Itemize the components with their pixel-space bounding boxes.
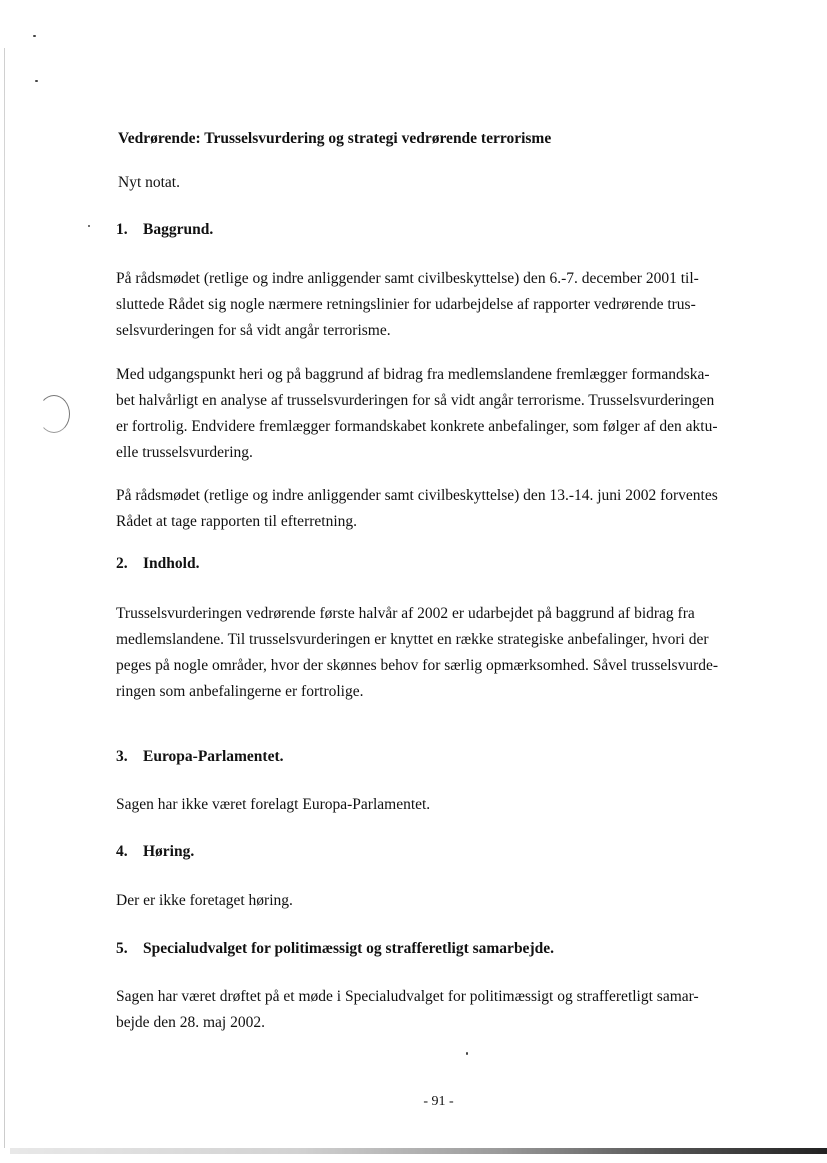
paragraph-line: bet halvårligt en analyse af trusselsvurderingen for så vidt angår terrorisme. Trusselsvurderingen	[116, 392, 715, 409]
paragraph-line: er fortrolig. Endvidere fremlægger formandskabet konkrete anbefalinger, som følger af den aktu-	[116, 418, 718, 435]
paragraph-baggrund-1	[116, 266, 764, 344]
paragraph-baggrund-2	[116, 362, 764, 466]
paragraph-specialudvalget	[116, 984, 764, 1036]
section-title: Høring.	[143, 843, 195, 860]
page-number: - 91 -	[423, 1094, 454, 1109]
paragraph-line: bejde den 28. maj 2002.	[116, 1014, 265, 1031]
section-number: 1.	[116, 221, 128, 238]
paragraph-line: Sagen har været drøftet på et møde i Specialudvalget for politimæssigt og strafferetligt samar-	[116, 988, 699, 1005]
scan-bottom-edge	[10, 1148, 827, 1154]
section-heading-2	[116, 555, 199, 573]
paragraph-line: Rådet at tage rapporten til efterretning.	[116, 513, 358, 530]
document-title: Vedrørende: Trusselsvurdering og strategi vedrørende terrorisme	[118, 130, 552, 147]
section-title: Baggrund.	[143, 221, 214, 238]
paragraph-line: medlemslandene. Til trusselsvurderingen er knyttet en række strategiske anbefalinger, hvori der	[116, 631, 709, 648]
document-intro: Nyt notat.	[118, 174, 180, 191]
scan-speck	[466, 1052, 468, 1055]
section-number: 4.	[116, 843, 128, 860]
scan-speck	[35, 80, 38, 82]
paragraph-line: selsvurderingen for så vidt angår terrorisme.	[116, 322, 391, 339]
paragraph-indhold-1	[116, 601, 764, 705]
scan-speck	[33, 35, 36, 37]
section-heading-4	[116, 843, 194, 861]
scan-edge-line	[4, 48, 5, 1148]
paragraph-baggrund-3	[116, 483, 764, 535]
scan-speck	[88, 225, 90, 227]
paragraph-line: ringen som anbefalingerne er fortrolige.	[116, 683, 364, 700]
paragraph-line: Sagen har ikke været forelagt Europa-Parlamentet.	[116, 796, 431, 813]
section-heading-1	[116, 221, 213, 239]
paragraph-line: Der er ikke foretaget høring.	[116, 892, 293, 909]
section-heading-5	[116, 940, 554, 958]
paragraph-line: Med udgangspunkt heri og på baggrund af bidrag fra medlemslandene fremlægger formandska-	[116, 366, 710, 383]
paragraph-line: På rådsmødet (retlige og indre anliggender samt civilbeskyttelse) den 6.-7. december 2001 til-	[116, 270, 699, 287]
section-title: Indhold.	[143, 555, 200, 572]
section-heading-3	[116, 748, 283, 766]
paragraph-europa-parlamentet	[116, 792, 764, 818]
paragraph-hoering	[116, 888, 764, 914]
paragraph-line: elle trusselsvurdering.	[116, 444, 253, 461]
paragraph-line: Trusselsvurderingen vedrørende første halvår af 2002 er udarbejdet på baggrund af bidrag fra	[116, 605, 695, 622]
paragraph-line: sluttede Rådet sig nogle nærmere retningslinier for udarbejdelse af rapporter vedrørende trus-	[116, 296, 696, 313]
section-title: Europa-Parlamentet.	[143, 748, 284, 765]
paragraph-line: På rådsmødet (retlige og indre anliggender samt civilbeskyttelse) den 13.-14. juni 2002 forventes	[116, 487, 718, 504]
section-title: Specialudvalget for politimæssigt og strafferetligt samarbejde.	[143, 940, 554, 957]
section-number: 2.	[116, 555, 128, 572]
section-number: 5.	[116, 940, 128, 957]
paragraph-line: peges på nogle områder, hvor der skønnes behov for særlig opmærksomhed. Såvel trusselsvurde-	[116, 657, 719, 674]
section-number: 3.	[116, 748, 128, 765]
punch-hole-mark	[38, 395, 70, 433]
